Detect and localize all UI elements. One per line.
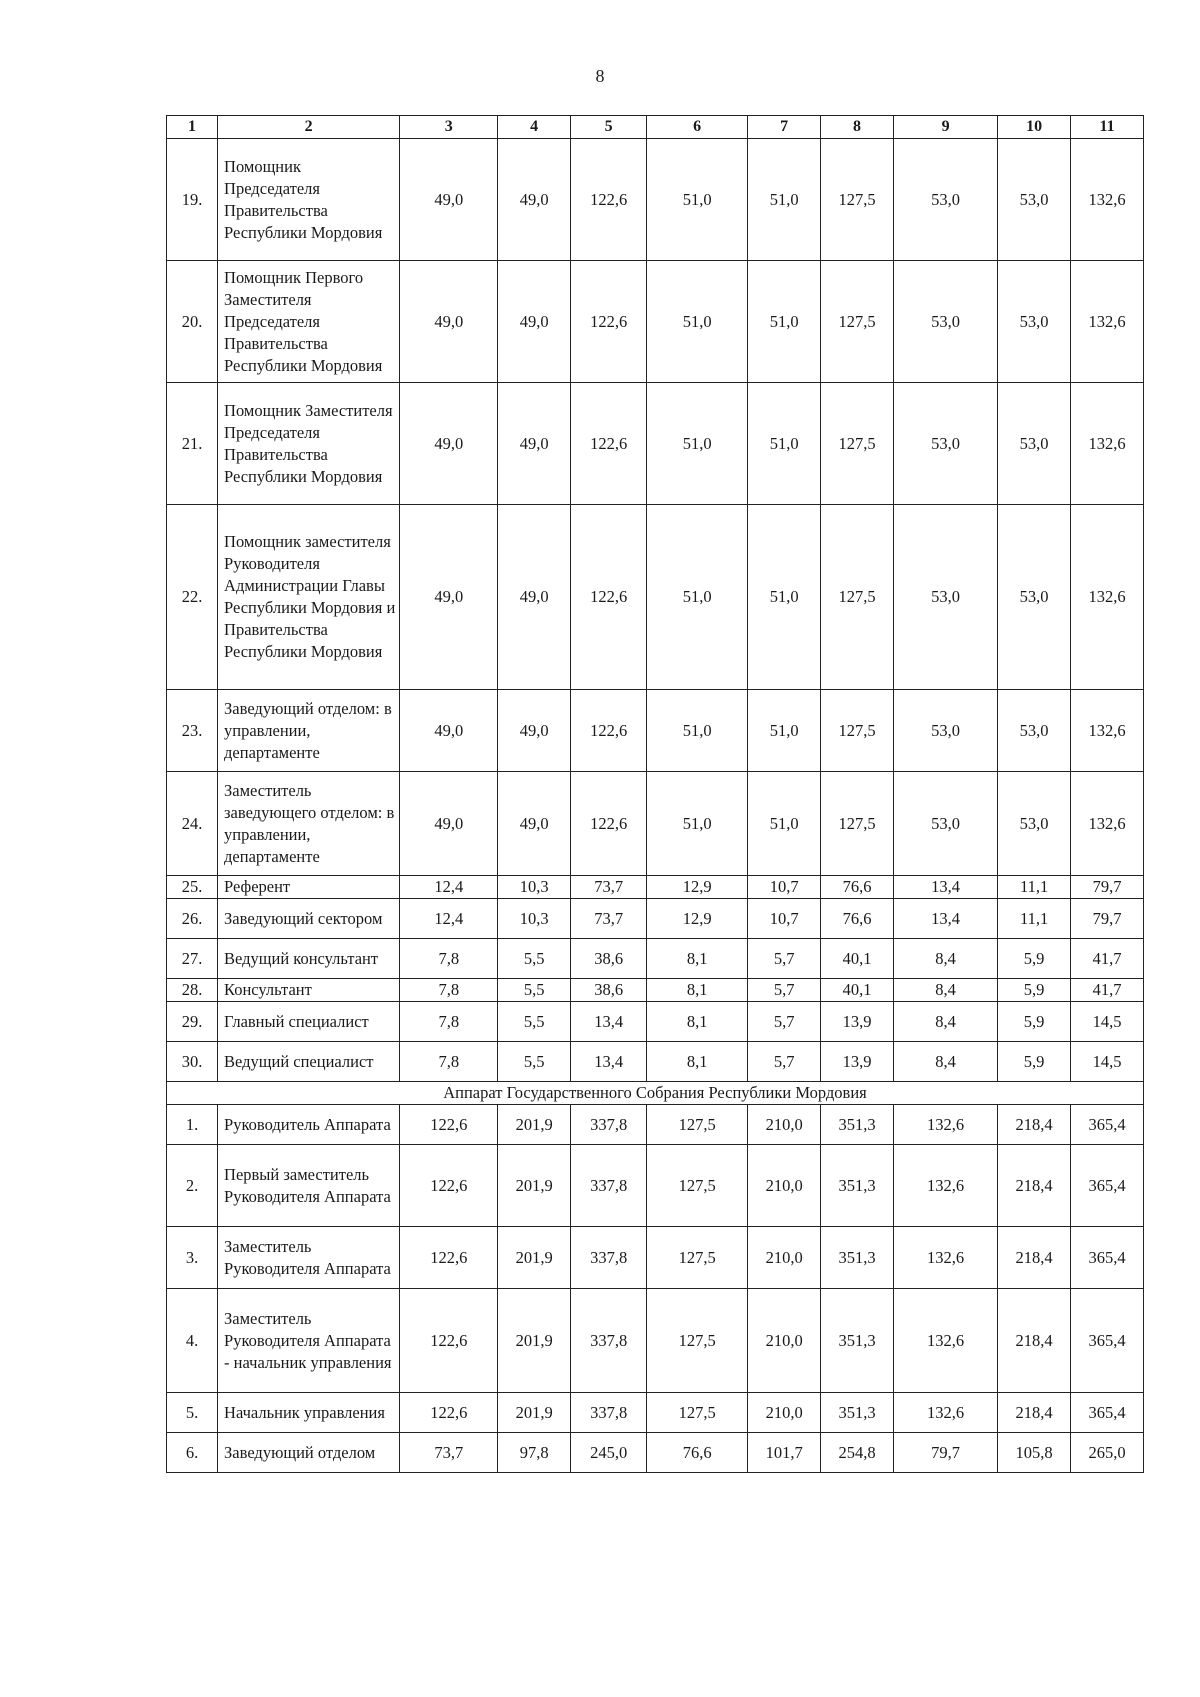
value-cell: 49,0 [400,690,498,772]
value-cell: 51,0 [647,690,748,772]
table-row [167,1042,1144,1082]
table-row [167,1145,1144,1227]
value-cell: 53,0 [893,139,997,261]
position-name: Первый заместитель Руководителя Аппарата [218,1145,400,1227]
value-cell: 337,8 [571,1393,647,1433]
value-cell: 14,5 [1071,1042,1144,1082]
value-cell: 53,0 [893,261,997,383]
table-row [167,1227,1144,1289]
position-name: Консультант [218,979,400,1002]
value-cell: 5,9 [998,979,1071,1002]
value-cell: 127,5 [821,383,894,505]
table-row [167,139,1144,261]
value-cell: 41,7 [1071,939,1144,979]
table-row [167,876,1144,899]
value-cell: 49,0 [498,139,571,261]
value-cell: 5,9 [998,939,1071,979]
row-number: 29. [167,1002,218,1042]
row-number: 26. [167,899,218,939]
value-cell: 351,3 [821,1393,894,1433]
position-name: Руководитель Аппарата [218,1105,400,1145]
value-cell: 73,7 [571,876,647,899]
value-cell: 97,8 [498,1433,571,1473]
value-cell: 53,0 [893,383,997,505]
value-cell: 122,6 [400,1105,498,1145]
value-cell: 5,9 [998,1042,1071,1082]
table-row [167,1433,1144,1473]
section-title: Аппарат Государственного Собрания Республики Мордовия [167,1082,1144,1105]
row-number: 23. [167,690,218,772]
value-cell: 12,4 [400,876,498,899]
value-cell: 5,7 [748,1042,821,1082]
value-cell: 8,4 [893,1002,997,1042]
value-cell: 49,0 [400,383,498,505]
row-number: 30. [167,1042,218,1082]
value-cell: 51,0 [748,383,821,505]
value-cell: 10,7 [748,899,821,939]
header-cell: 9 [893,116,997,139]
header-cell: 1 [167,116,218,139]
row-number: 22. [167,505,218,690]
value-cell: 51,0 [748,261,821,383]
value-cell: 8,1 [647,1002,748,1042]
value-cell: 132,6 [893,1227,997,1289]
table-header-row [167,116,1144,139]
value-cell: 13,4 [571,1042,647,1082]
value-cell: 51,0 [647,772,748,876]
value-cell: 254,8 [821,1433,894,1473]
row-number: 19. [167,139,218,261]
header-cell: 5 [571,116,647,139]
value-cell: 5,7 [748,1002,821,1042]
position-name: Референт [218,876,400,899]
value-cell: 8,4 [893,939,997,979]
header-cell: 11 [1071,116,1144,139]
position-name: Начальник управления [218,1393,400,1433]
value-cell: 73,7 [571,899,647,939]
value-cell: 38,6 [571,939,647,979]
value-cell: 127,5 [821,690,894,772]
value-cell: 10,3 [498,876,571,899]
position-name: Главный специалист [218,1002,400,1042]
value-cell: 14,5 [1071,1002,1144,1042]
row-number: 4. [167,1289,218,1393]
value-cell: 218,4 [998,1145,1071,1227]
value-cell: 12,9 [647,899,748,939]
value-cell: 13,9 [821,1002,894,1042]
header-cell: 3 [400,116,498,139]
value-cell: 53,0 [893,772,997,876]
value-cell: 132,6 [1071,505,1144,690]
value-cell: 122,6 [571,139,647,261]
row-number: 3. [167,1227,218,1289]
value-cell: 5,7 [748,979,821,1002]
value-cell: 12,9 [647,876,748,899]
value-cell: 132,6 [893,1289,997,1393]
position-name: Заведующий сектором [218,899,400,939]
value-cell: 365,4 [1071,1105,1144,1145]
value-cell: 79,7 [1071,876,1144,899]
value-cell: 53,0 [893,505,997,690]
position-name: Ведущий специалист [218,1042,400,1082]
value-cell: 49,0 [498,383,571,505]
value-cell: 5,9 [998,1002,1071,1042]
value-cell: 265,0 [1071,1433,1144,1473]
value-cell: 127,5 [821,772,894,876]
position-name: Помощник Председателя Правительства Республики Мордовия [218,139,400,261]
value-cell: 49,0 [498,261,571,383]
value-cell: 201,9 [498,1105,571,1145]
value-cell: 132,6 [1071,383,1144,505]
header-cell: 7 [748,116,821,139]
value-cell: 53,0 [998,772,1071,876]
table-row [167,505,1144,690]
value-cell: 76,6 [647,1433,748,1473]
value-cell: 51,0 [647,505,748,690]
value-cell: 365,4 [1071,1227,1144,1289]
value-cell: 51,0 [647,261,748,383]
value-cell: 218,4 [998,1289,1071,1393]
table-row [167,1393,1144,1433]
value-cell: 11,1 [998,876,1071,899]
value-cell: 122,6 [571,261,647,383]
value-cell: 127,5 [647,1105,748,1145]
row-number: 1. [167,1105,218,1145]
row-number: 25. [167,876,218,899]
value-cell: 49,0 [400,139,498,261]
value-cell: 127,5 [821,261,894,383]
value-cell: 8,1 [647,979,748,1002]
value-cell: 122,6 [400,1145,498,1227]
value-cell: 122,6 [400,1289,498,1393]
value-cell: 127,5 [647,1227,748,1289]
table-row [167,383,1144,505]
value-cell: 8,4 [893,979,997,1002]
table-row [167,899,1144,939]
value-cell: 132,6 [1071,139,1144,261]
position-name: Заместитель Руководителя Аппарата - начальник управления [218,1289,400,1393]
value-cell: 122,6 [400,1227,498,1289]
value-cell: 53,0 [998,139,1071,261]
value-cell: 132,6 [893,1105,997,1145]
value-cell: 351,3 [821,1289,894,1393]
value-cell: 105,8 [998,1433,1071,1473]
value-cell: 210,0 [748,1393,821,1433]
header-cell: 10 [998,116,1071,139]
value-cell: 337,8 [571,1145,647,1227]
value-cell: 7,8 [400,1042,498,1082]
value-cell: 122,6 [571,690,647,772]
row-number: 20. [167,261,218,383]
position-name: Заведующий отделом [218,1433,400,1473]
value-cell: 218,4 [998,1393,1071,1433]
value-cell: 210,0 [748,1227,821,1289]
value-cell: 76,6 [821,876,894,899]
row-number: 28. [167,979,218,1002]
value-cell: 5,7 [748,939,821,979]
value-cell: 132,6 [1071,772,1144,876]
value-cell: 51,0 [748,772,821,876]
header-cell: 6 [647,116,748,139]
value-cell: 351,3 [821,1227,894,1289]
value-cell: 49,0 [498,690,571,772]
value-cell: 51,0 [748,139,821,261]
header-cell: 8 [821,116,894,139]
salary-table [166,115,1144,1473]
value-cell: 5,5 [498,939,571,979]
value-cell: 8,4 [893,1042,997,1082]
value-cell: 201,9 [498,1227,571,1289]
table-row [167,1002,1144,1042]
row-number: 24. [167,772,218,876]
value-cell: 49,0 [498,772,571,876]
value-cell: 53,0 [998,690,1071,772]
value-cell: 53,0 [998,383,1071,505]
position-name: Помощник заместителя Руководителя Администрации Главы Республики Мордовия и Правительства Республики Мордовия [218,505,400,690]
value-cell: 122,6 [400,1393,498,1433]
value-cell: 5,5 [498,1042,571,1082]
value-cell: 51,0 [647,383,748,505]
value-cell: 49,0 [400,772,498,876]
table-row [167,261,1144,383]
value-cell: 201,9 [498,1393,571,1433]
row-number: 27. [167,939,218,979]
value-cell: 10,3 [498,899,571,939]
value-cell: 365,4 [1071,1289,1144,1393]
value-cell: 10,7 [748,876,821,899]
value-cell: 73,7 [400,1433,498,1473]
value-cell: 49,0 [498,505,571,690]
table-row [167,979,1144,1002]
value-cell: 132,6 [893,1393,997,1433]
value-cell: 53,0 [998,261,1071,383]
value-cell: 8,1 [647,939,748,979]
value-cell: 53,0 [998,505,1071,690]
value-cell: 11,1 [998,899,1071,939]
value-cell: 5,5 [498,1002,571,1042]
table-row [167,690,1144,772]
value-cell: 127,5 [821,139,894,261]
value-cell: 218,4 [998,1105,1071,1145]
position-name: Заведующий отделом: в управлении, департаменте [218,690,400,772]
value-cell: 13,9 [821,1042,894,1082]
value-cell: 132,6 [1071,690,1144,772]
value-cell: 127,5 [647,1289,748,1393]
table-row [167,1105,1144,1145]
value-cell: 132,6 [893,1145,997,1227]
value-cell: 210,0 [748,1289,821,1393]
value-cell: 245,0 [571,1433,647,1473]
value-cell: 365,4 [1071,1145,1144,1227]
value-cell: 122,6 [571,383,647,505]
position-name: Заместитель Руководителя Аппарата [218,1227,400,1289]
value-cell: 365,4 [1071,1393,1144,1433]
table-row [167,1289,1144,1393]
value-cell: 8,1 [647,1042,748,1082]
value-cell: 127,5 [821,505,894,690]
value-cell: 122,6 [571,505,647,690]
value-cell: 7,8 [400,979,498,1002]
value-cell: 7,8 [400,939,498,979]
value-cell: 53,0 [893,690,997,772]
value-cell: 38,6 [571,979,647,1002]
value-cell: 337,8 [571,1227,647,1289]
position-name: Помощник Заместителя Председателя Правительства Республики Мордовия [218,383,400,505]
value-cell: 79,7 [893,1433,997,1473]
value-cell: 101,7 [748,1433,821,1473]
value-cell: 51,0 [748,505,821,690]
value-cell: 13,4 [893,899,997,939]
value-cell: 132,6 [1071,261,1144,383]
row-number: 6. [167,1433,218,1473]
row-number: 5. [167,1393,218,1433]
row-number: 2. [167,1145,218,1227]
value-cell: 210,0 [748,1105,821,1145]
value-cell: 13,4 [571,1002,647,1042]
value-cell: 127,5 [647,1393,748,1433]
section-row [167,1082,1144,1105]
value-cell: 218,4 [998,1227,1071,1289]
value-cell: 76,6 [821,899,894,939]
value-cell: 40,1 [821,939,894,979]
value-cell: 201,9 [498,1145,571,1227]
table-row [167,772,1144,876]
table-row [167,939,1144,979]
value-cell: 7,8 [400,1002,498,1042]
header-cell: 4 [498,116,571,139]
value-cell: 49,0 [400,505,498,690]
row-number: 21. [167,383,218,505]
value-cell: 127,5 [647,1145,748,1227]
position-name: Заместитель заведующего отделом: в управлении, департаменте [218,772,400,876]
value-cell: 51,0 [748,690,821,772]
position-name: Помощник Первого Заместителя Председателя Правительства Республики Мордовия [218,261,400,383]
header-cell: 2 [218,116,400,139]
page-number: 8 [595,66,605,86]
value-cell: 40,1 [821,979,894,1002]
value-cell: 79,7 [1071,899,1144,939]
value-cell: 41,7 [1071,979,1144,1002]
value-cell: 49,0 [400,261,498,383]
value-cell: 210,0 [748,1145,821,1227]
value-cell: 5,5 [498,979,571,1002]
value-cell: 351,3 [821,1105,894,1145]
value-cell: 12,4 [400,899,498,939]
value-cell: 122,6 [571,772,647,876]
value-cell: 51,0 [647,139,748,261]
value-cell: 13,4 [893,876,997,899]
value-cell: 201,9 [498,1289,571,1393]
value-cell: 337,8 [571,1289,647,1393]
value-cell: 337,8 [571,1105,647,1145]
position-name: Ведущий консультант [218,939,400,979]
value-cell: 351,3 [821,1145,894,1227]
